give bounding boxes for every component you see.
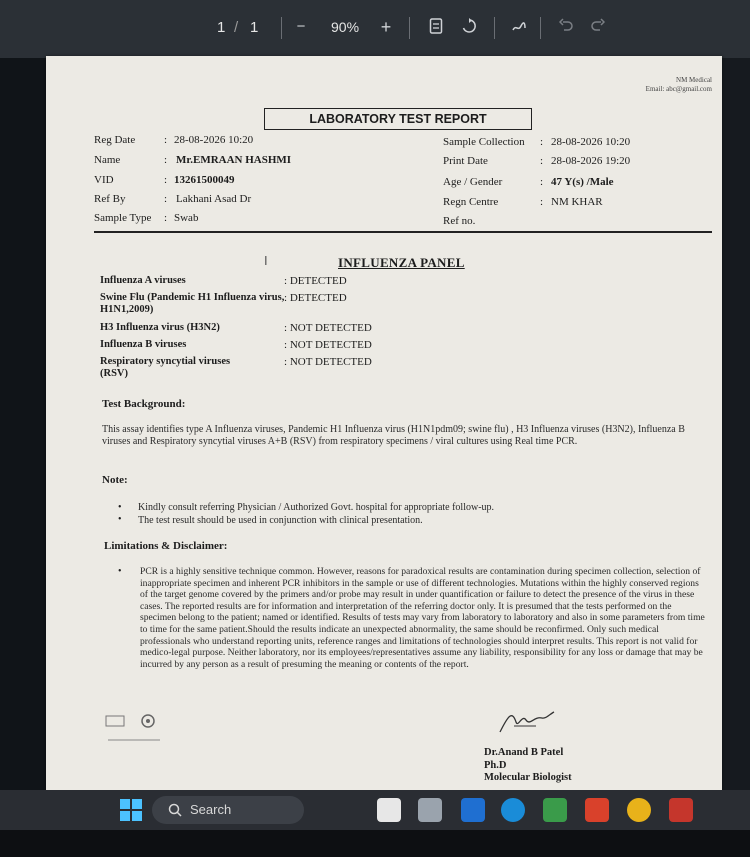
signatory-block xyxy=(484,747,572,785)
search-icon xyxy=(168,803,182,820)
background-heading: Test Background: xyxy=(102,398,186,410)
field-value: 28-08-2026 19:20 xyxy=(551,155,631,167)
minus-icon[interactable]: − xyxy=(296,18,306,35)
test-name: Swine Flu (Pandemic H1 Influenza virus, H1N1,2009) xyxy=(100,292,285,315)
calculator-icon[interactable] xyxy=(418,798,442,822)
field-label: Ref By xyxy=(94,193,126,205)
org-email: Email: abc@gmail.com xyxy=(645,85,712,93)
field-label: Age / Gender xyxy=(443,176,503,188)
field-label: Name xyxy=(94,154,121,166)
app-icon[interactable] xyxy=(461,798,485,822)
toolbar-divider xyxy=(281,17,282,39)
toolbar-divider xyxy=(494,17,495,39)
field-label: Sample Collection xyxy=(443,136,525,148)
toolbar-divider xyxy=(540,17,541,39)
result-value: NOT DETECTED xyxy=(289,322,372,334)
test-result: : DETECTED xyxy=(284,275,347,287)
field-colon: : xyxy=(164,212,168,224)
result-value: NOT DETECTED xyxy=(289,356,372,368)
panel-title: INFLUENZA PANEL xyxy=(338,255,465,270)
test-name: H3 Influenza virus (H3N2) xyxy=(100,322,220,333)
signatory-degree: Ph.D xyxy=(484,759,507,771)
note-heading: Note: xyxy=(102,474,128,486)
field-label: Sample Type xyxy=(94,212,152,224)
screen-bezel-bottom xyxy=(0,830,750,857)
field-value: 28-08-2026 10:20 xyxy=(551,136,631,148)
result-value: DETECTED xyxy=(289,292,347,304)
bullet-icon: • xyxy=(118,514,122,525)
test-name: Respiratory syncytial viruses (RSV) xyxy=(100,356,231,379)
plus-icon[interactable]: + xyxy=(380,17,392,37)
redo-icon[interactable] xyxy=(589,18,607,36)
chrome-icon[interactable] xyxy=(627,798,651,822)
limitations-heading: Limitations & Disclaimer: xyxy=(104,540,228,552)
test-name: Influenza A viruses xyxy=(100,275,186,286)
org-name: NM Medical xyxy=(676,76,712,84)
org-header xyxy=(646,76,712,94)
field-colon: : xyxy=(164,174,168,186)
rotate-icon[interactable] xyxy=(460,18,478,36)
visit-id: 13261500049 xyxy=(174,174,235,186)
field-label: Ref no. xyxy=(443,215,476,227)
field-colon: : xyxy=(164,154,168,166)
field-label: Reg Date xyxy=(94,134,136,146)
note-item: The test result should be used in conjunction with clinical presentation. xyxy=(138,515,423,526)
note-item: Kindly consult referring Physician / Authorized Govt. hospital for appropriate follow-up. xyxy=(138,502,495,513)
office-icon[interactable] xyxy=(585,798,609,822)
field-colon: : xyxy=(540,196,544,208)
lab-stamp xyxy=(104,710,164,740)
fit-page-icon[interactable] xyxy=(427,18,445,36)
limitations-text: PCR is a highly sensitive technique common. However, reasons for paradoxical results are contamination during specimen collection, selection of inappropriate specimen and inherent PCR inhibitors in the sample or use of different technologies. Mutations within the highly conserved regions of the target genome covered by the primers and/or probe may result in under quantification or failure to detect the presence of the virus in these cases. The reported results are for information and interpretation of the referring doctor only. It is presumed that the tests performed on the specimen belong to the patient; named or identified. Results of tests may vary from laboratory to laboratory and also in some parameters from time to time for the same patient.Should the results indicate an unexpected abnormality, the same should be reconfirmed. Only such medical professionals who understand reporting units, reference ranges and limitations of technologies should interpret results. This report is not valid for medico-legal purpose. Neither laboratory, nor its employees/representatives assume any liability, responsibility for any loss or damage that may be incurred by any person as a result of presuming the meaning or contents of the report. xyxy=(140,566,705,670)
page-current[interactable]: 1 xyxy=(217,19,226,36)
field-colon: : xyxy=(540,136,544,148)
signature-image xyxy=(496,706,556,736)
edge-icon[interactable] xyxy=(501,798,525,822)
test-name: Influenza B viruses xyxy=(100,339,187,350)
background-text: This assay identifies type A Influenza viruses, Pandemic H1 Influenza virus (H1N1pdm09; swine flu) , H3 Influenza viruses (H3N2), Influenza B viruses and Respiratory syncytial viruses A+B (RSV) from respiratory specimens / viral cultures using Real time PCR. xyxy=(102,424,685,447)
patient-name: Mr.EMRAAN HASHMI xyxy=(176,154,292,166)
bullet-icon: • xyxy=(118,566,122,577)
windows-start-icon[interactable] xyxy=(119,798,143,822)
page-total: 1 xyxy=(250,19,259,36)
signatory-title: Molecular Biologist xyxy=(484,772,572,783)
field-value: NM KHAR xyxy=(551,196,603,208)
taskbar-search-box[interactable] xyxy=(152,796,304,824)
result-value: NOT DETECTED xyxy=(289,339,372,351)
field-value: Lakhani Asad Dr xyxy=(176,193,252,205)
test-result: : NOT DETECTED xyxy=(284,322,372,334)
field-label: VID xyxy=(94,174,114,186)
draw-icon[interactable] xyxy=(510,18,528,36)
test-result: : NOT DETECTED xyxy=(284,356,372,368)
screen-bezel-right xyxy=(722,58,750,798)
field-value: 28-08-2026 10:20 xyxy=(174,134,254,146)
test-result: : DETECTED xyxy=(284,292,347,304)
field-colon: : xyxy=(540,176,544,188)
screen-bezel-left xyxy=(0,58,46,798)
header-divider xyxy=(94,231,712,233)
field-label: Regn Centre xyxy=(443,196,499,208)
field-colon: : xyxy=(540,155,544,167)
signatory-name: Dr.Anand B Patel xyxy=(484,747,564,758)
zoom-level[interactable]: 90% xyxy=(331,19,360,35)
pdf-toolbar xyxy=(0,0,750,58)
report-title: LABORATORY TEST REPORT xyxy=(264,108,532,130)
age-gender: 47 Y(s) /Male xyxy=(551,176,614,188)
text-cursor-icon: I xyxy=(264,253,268,268)
toolbar-divider xyxy=(409,17,410,39)
search-placeholder: Search xyxy=(190,802,232,817)
report-page xyxy=(46,56,722,791)
file-explorer-icon[interactable] xyxy=(377,798,401,822)
test-result: : NOT DETECTED xyxy=(284,339,372,351)
result-value: DETECTED xyxy=(289,275,347,287)
field-label: Print Date xyxy=(443,155,488,167)
page-separator: / xyxy=(234,19,239,36)
field-colon: : xyxy=(164,134,168,146)
store-icon[interactable] xyxy=(543,798,567,822)
field-colon: : xyxy=(164,193,168,205)
undo-icon[interactable] xyxy=(557,18,575,36)
bullet-icon: • xyxy=(118,502,122,513)
field-value: Swab xyxy=(174,212,199,224)
gmail-icon[interactable] xyxy=(669,798,693,822)
